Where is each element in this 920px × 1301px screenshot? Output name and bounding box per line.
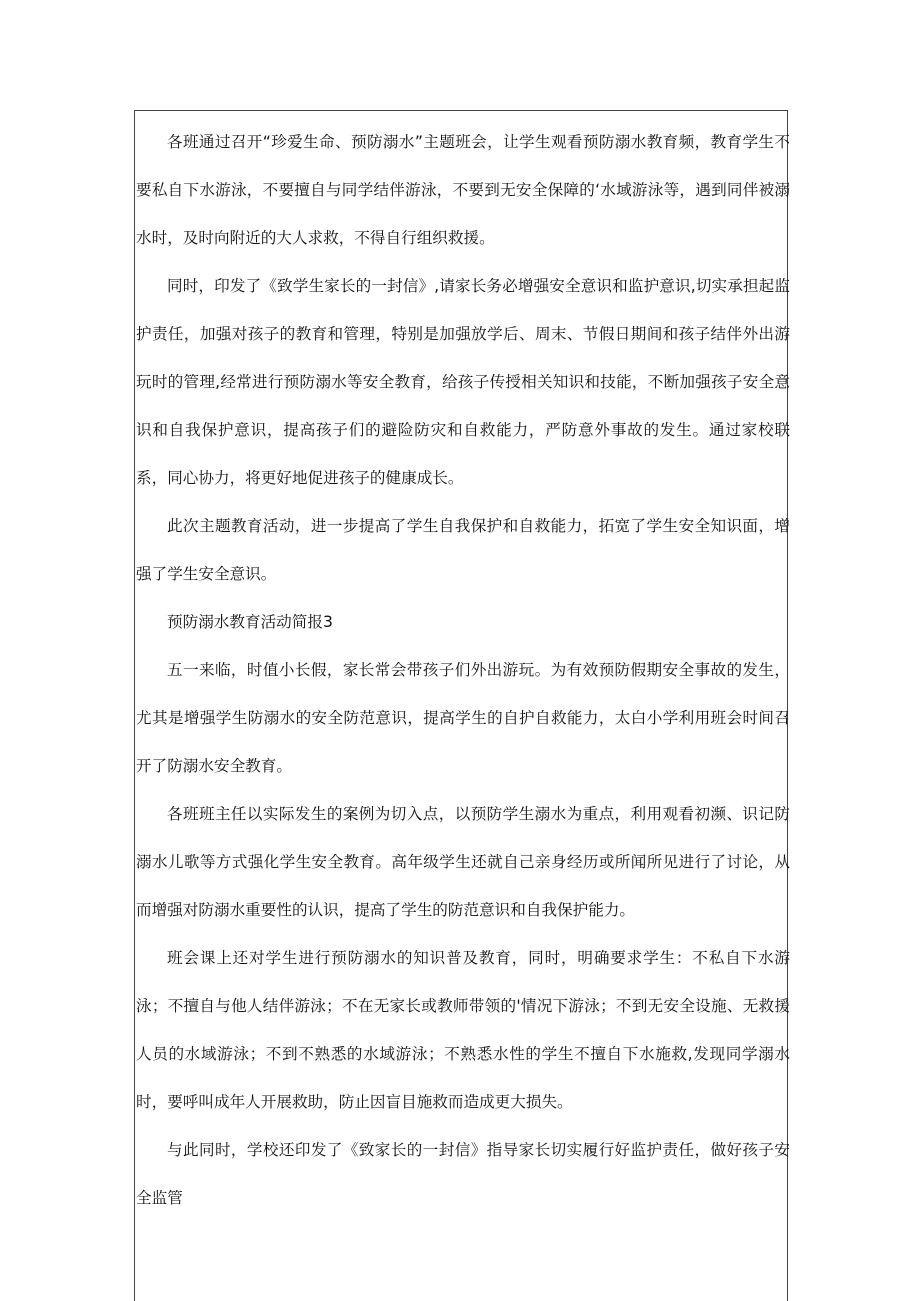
paragraph-parent-letter: 同时，印发了《致学生家长的一封信》,请家长务必增强安全意识和监护意识,切实承担起监护责任，加强对孩子的教育和管理，特别是加强放学后、周末、节假日期间和孩子结伴外出游玩时的管理,经常进行预防溺水等安全教育，给孩子传授相关知识和技能，不断加强孩子安全意识和自我保护意识，提高孩子们的避险防灾和自救能力，严防意外事故的发生。通过家校联系，同心协力，将更好地促进孩子的健康成长。 (136, 277, 790, 487)
paragraph-class-meeting: 各班通过召开“珍爱生命、预防溺水”主题班会，让学生观看预防溺水教育频，教育学生不要私自下水游泳，不要擅自与同学结伴游泳，不要到无安全保障的‘水域游泳等，遇到同伴被溺水时，及时向附近的大人求救，不得自行组织救援。 (136, 133, 790, 247)
document-body (136, 118, 790, 1222)
paragraph-school-letter: 与此同时，学校还印发了《致家长的一封信》指导家长切实履行好监护责任，做好孩子安全监管 (136, 1141, 790, 1207)
section-heading: 预防溺水教育活动简报3 (167, 613, 333, 631)
paragraph-rules: 班会课上还对学生进行预防溺水的知识普及教育，同时，明确要求学生：不私自下水游泳；不擅自与他人结伴游泳；不在无家长或教师带领的'情况下游泳；不到无安全设施、无救援人员的水域游泳；不到不熟悉的水域游泳；不熟悉水性的学生不擅自下水施救,发现同学溺水时，要呼叫成年人开展救助，防止因盲目施救而造成更大损失。 (136, 949, 790, 1111)
paragraph-case-study: 各班班主任以实际发生的案例为切入点，以预防学生溺水为重点，利用观看初濒、识记防溺水儿歌等方式强化学生安全教育。高年级学生还就自己亲身经历或所闻所见进行了讨论，从而增强对防溺水重要性的认识，提高了学生的防范意识和自我保护能力。 (136, 805, 790, 919)
paragraph-may-day: 五一来临，时值小长假，家长常会带孩子们外出游玩。为有效预防假期安全事故的发生，尤其是增强学生防溺水的安全防范意识，提高学生的自护自救能力，太白小学利用班会时间召开了防溺水安全教育。 (136, 661, 790, 775)
paragraph-summary: 此次主题教育活动，进一步提高了学生自我保护和自救能力，拓宽了学生安全知识面，增强了学生安全意识。 (136, 517, 790, 583)
